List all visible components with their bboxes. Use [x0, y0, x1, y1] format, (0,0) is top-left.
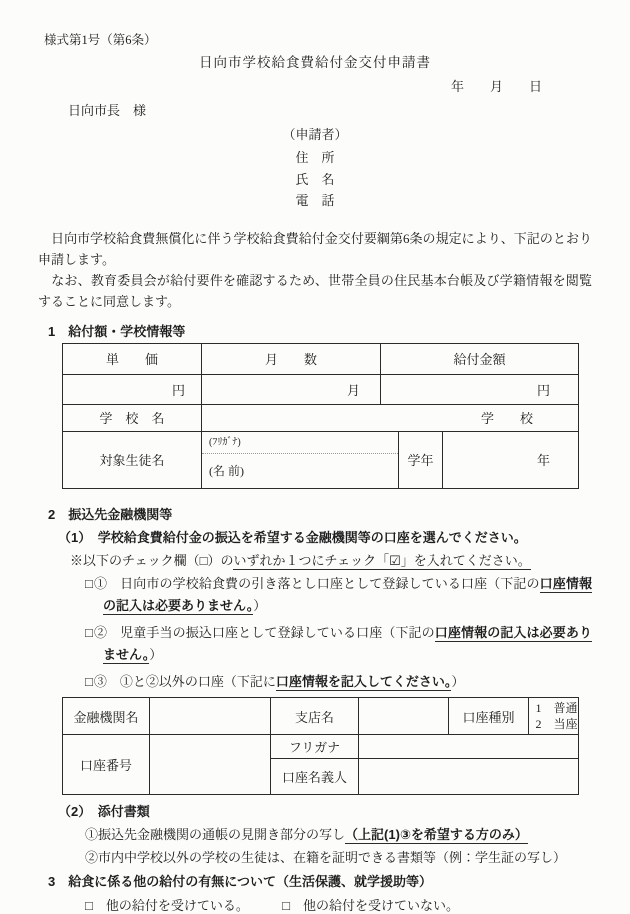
option-emphasis: 口座情報の記入は必要ありません。 [103, 624, 592, 662]
option-text-after: ） [149, 647, 163, 662]
option-emphasis: 口座情報を記入してください。 [275, 673, 452, 689]
account-option-1 [38, 573, 592, 618]
unit-price-header: 単 価 [63, 343, 202, 374]
check-instruction-note [70, 552, 592, 569]
branch-name-input-cell[interactable] [359, 698, 449, 735]
student-name-label: 対象生徒名 [63, 431, 202, 488]
checkbox-icon[interactable]: □ [85, 898, 93, 913]
option-emphasis: 口座情報の記入は必要ありません。 [103, 575, 592, 613]
student-name-row[interactable]: (名 前) [209, 463, 244, 478]
grade-input-cell[interactable]: 年 [443, 431, 579, 488]
bank-name-input-cell[interactable] [150, 698, 271, 735]
account-type-option-current[interactable]: 2 当座 [535, 717, 578, 731]
amount-header: 給付金額 [381, 343, 579, 374]
intro-paragraph-1: 日向市学校給食費無償化に伴う学校給食費給付金交付要綱第6条の規定により、下記のとおり申請します。 [38, 230, 592, 267]
section3-heading: 3 給食に係る他の給付の有無について（生活保護、就学援助等） [48, 874, 432, 889]
note-underlined: いずれか１つにチェック「☑」を入れてください。 [233, 552, 531, 568]
account-furigana-input-cell[interactable] [359, 735, 579, 759]
option-number: ① [93, 575, 108, 591]
attachment-text: ①振込先金融機関の通帳の見開き部分の写し [85, 827, 346, 842]
account-number-input-cell[interactable] [150, 735, 271, 795]
addressee: 日向市長 様 [68, 103, 147, 118]
section2-sub2-heading: （2） 添付書類 [58, 804, 150, 819]
address-field-label[interactable]: 住 所 [295, 150, 335, 165]
checkbox-icon[interactable]: □ [85, 575, 93, 591]
unit-price-input-cell[interactable]: 円 [63, 374, 202, 404]
account-type-label: 口座種別 [449, 698, 529, 735]
intro-paragraph-2: なお、教育委員会が給付要件を確認するため、世帯全員の住民基本台帳及び学籍情報を閲覧することに同意します。 [38, 272, 592, 309]
option-text-after: ） [451, 673, 465, 689]
account-furigana-label: フリガナ [271, 735, 359, 759]
checkbox-icon[interactable]: □ [85, 673, 93, 689]
attachment-item-1 [85, 826, 592, 843]
section2-heading: 2 振込先金融機関等 [48, 506, 173, 522]
attachment-item-2 [85, 849, 592, 866]
benefit-school-table [62, 343, 579, 489]
months-input-cell[interactable]: 月 [202, 374, 381, 404]
attachment-emphasis: （上記(1)③を希望する方のみ） [345, 827, 528, 842]
attachment-text: ②市内中学校以外の学校の生徒は、在籍を証明できる書類等（例：学生証の写し） [85, 850, 567, 865]
form-number: 様式第1号（第6条） [44, 33, 157, 47]
name-field-label[interactable]: 氏 名 [295, 171, 335, 187]
note-prefix: ※以下のチェック欄（□）の [70, 552, 234, 568]
bank-name-label: 金融機関名 [63, 698, 150, 735]
account-option-2 [38, 622, 592, 667]
option-text: 日向市の学校給食費の引き落とし口座として登録している口座（下記の [107, 575, 540, 591]
student-furigana-row[interactable]: (ﾌﾘｶﾞﾅ) [202, 432, 398, 454]
checkbox-icon[interactable]: □ [282, 898, 290, 913]
option-number: ③ [93, 673, 107, 689]
option-number: ② [93, 624, 108, 640]
account-type-option-ordinary[interactable]: 1 普通 [535, 701, 578, 715]
checkbox-icon[interactable]: □ [85, 624, 93, 640]
option-text-after: ） [253, 598, 267, 613]
other-benefit-option-yes [85, 898, 249, 913]
grade-label: 学年 [399, 431, 443, 488]
months-header: 月 数 [202, 343, 381, 374]
section2-sub1-heading: （1） 学校給食費給付金の振込を希望する金融機関等の口座を選んでください。 [58, 529, 527, 545]
bank-account-table [62, 697, 579, 795]
account-holder-label: 口座名義人 [271, 759, 359, 795]
other-benefit-option-no [282, 898, 459, 913]
student-name-input-cell[interactable] [202, 431, 399, 488]
account-option-3 [38, 671, 592, 694]
other-benefit-options [85, 897, 592, 914]
school-name-label: 学 校 名 [63, 404, 202, 431]
option-text: ①と②以外の口座（下記に [106, 673, 276, 689]
account-holder-input-cell[interactable] [359, 759, 579, 795]
date-field[interactable]: 年 月 日 [450, 79, 542, 94]
option-text: 児童手当の振込口座として登録している口座（下記の [107, 624, 435, 640]
section1-heading: 1 給付額・学校情報等 [48, 323, 186, 339]
amount-input-cell[interactable]: 円 [381, 374, 579, 404]
applicant-label: （申請者） [282, 127, 348, 142]
school-name-input-cell[interactable]: 学 校 [202, 404, 579, 431]
page-title: 日向市学校給食費給付金交付申請書 [199, 55, 431, 70]
option-label: 他の給付を受けている。 [105, 898, 249, 913]
branch-name-label: 支店名 [271, 698, 359, 735]
option-label: 他の給付を受けていない。 [303, 898, 460, 913]
account-number-label: 口座番号 [63, 735, 150, 795]
phone-field-label[interactable]: 電 話 [295, 193, 335, 208]
applicant-fields [38, 147, 592, 212]
account-type-options-cell[interactable] [529, 698, 579, 735]
